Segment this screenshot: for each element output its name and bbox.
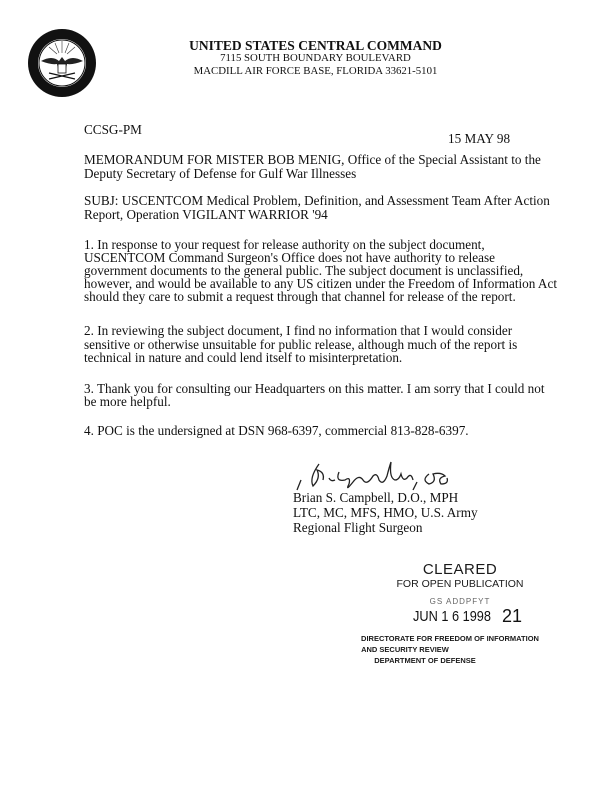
paragraph-1-line: should they care to submit a request through that channel for release of the report.: [84, 289, 516, 304]
stamp-sub: GS ADDPFYT: [429, 597, 491, 606]
signer-rank: LTC, MC, MFS, HMO, U.S. Army: [293, 505, 478, 520]
stamp-directorate-2: AND SECURITY REVIEW: [361, 645, 449, 654]
paragraph-2-line: technical in nature and could lend itself to misinterpretation.: [84, 350, 403, 365]
paragraph-2-line: 2. In reviewing the subject document, I find no information that I would consider: [84, 323, 513, 338]
signer-name: Brian S. Campbell, D.O., MPH: [293, 490, 459, 505]
letterhead-address-2: MACDILL AIR FORCE BASE, FLORIDA 33621-5101: [193, 65, 438, 77]
letterhead-org: UNITED STATES CENTRAL COMMAND: [189, 38, 442, 53]
memo-for-line: MEMORANDUM FOR MISTER BOB MENIG, Office of the Special Assistant to the: [84, 152, 541, 167]
stamp-directorate-1: DIRECTORATE FOR FREEDOM OF INFORMATION: [361, 634, 539, 643]
office-symbol: CCSG-PM: [84, 122, 142, 137]
stamp-cleared: CLEARED: [422, 561, 498, 578]
memo-date: 15 MAY 98: [448, 131, 511, 146]
stamp-number: 21: [502, 606, 523, 626]
paragraph-1-line: however, and would be available to any US citizen under the Freedom of Information Act: [84, 276, 557, 291]
paragraph-1-line: government documents to the general public. The subject document is unclassified,: [84, 263, 524, 278]
paragraph-4-line: 4. POC is the undersigned at DSN 968-6397, commercial 813-828-6397.: [84, 423, 469, 438]
stamp-directorate-3: DEPARTMENT OF DEFENSE: [374, 656, 476, 665]
subject-line: Report, Operation VIGILANT WARRIOR '94: [84, 207, 328, 222]
paragraph-1-line: USCENTCOM Command Surgeon's Office does not have authority to release: [84, 250, 496, 265]
subject-line: SUBJ: USCENTCOM Medical Problem, Definition, and Assessment Team After Action: [84, 193, 550, 208]
memo-for-line: Deputy Secretary of Defense for Gulf War Illnesses: [84, 166, 357, 181]
paragraph-1-line: 1. In response to your request for release authority on the subject document,: [84, 237, 485, 252]
paragraph-2-line: sensitive or otherwise unsuitable for public release, although much of the report is: [84, 337, 518, 352]
letterhead-address-1: 7115 SOUTH BOUNDARY BOULEVARD: [220, 52, 411, 64]
stamp-for-open-publication: FOR OPEN PUBLICATION: [396, 578, 524, 590]
signer-title: Regional Flight Surgeon: [293, 520, 423, 535]
stamp-date: JUN 1 6 1998: [413, 608, 491, 625]
paragraph-3-line: 3. Thank you for consulting our Headquarters on this matter. I am sorry that I could not: [84, 381, 545, 396]
paragraph-3-line: be more helpful.: [84, 394, 171, 409]
